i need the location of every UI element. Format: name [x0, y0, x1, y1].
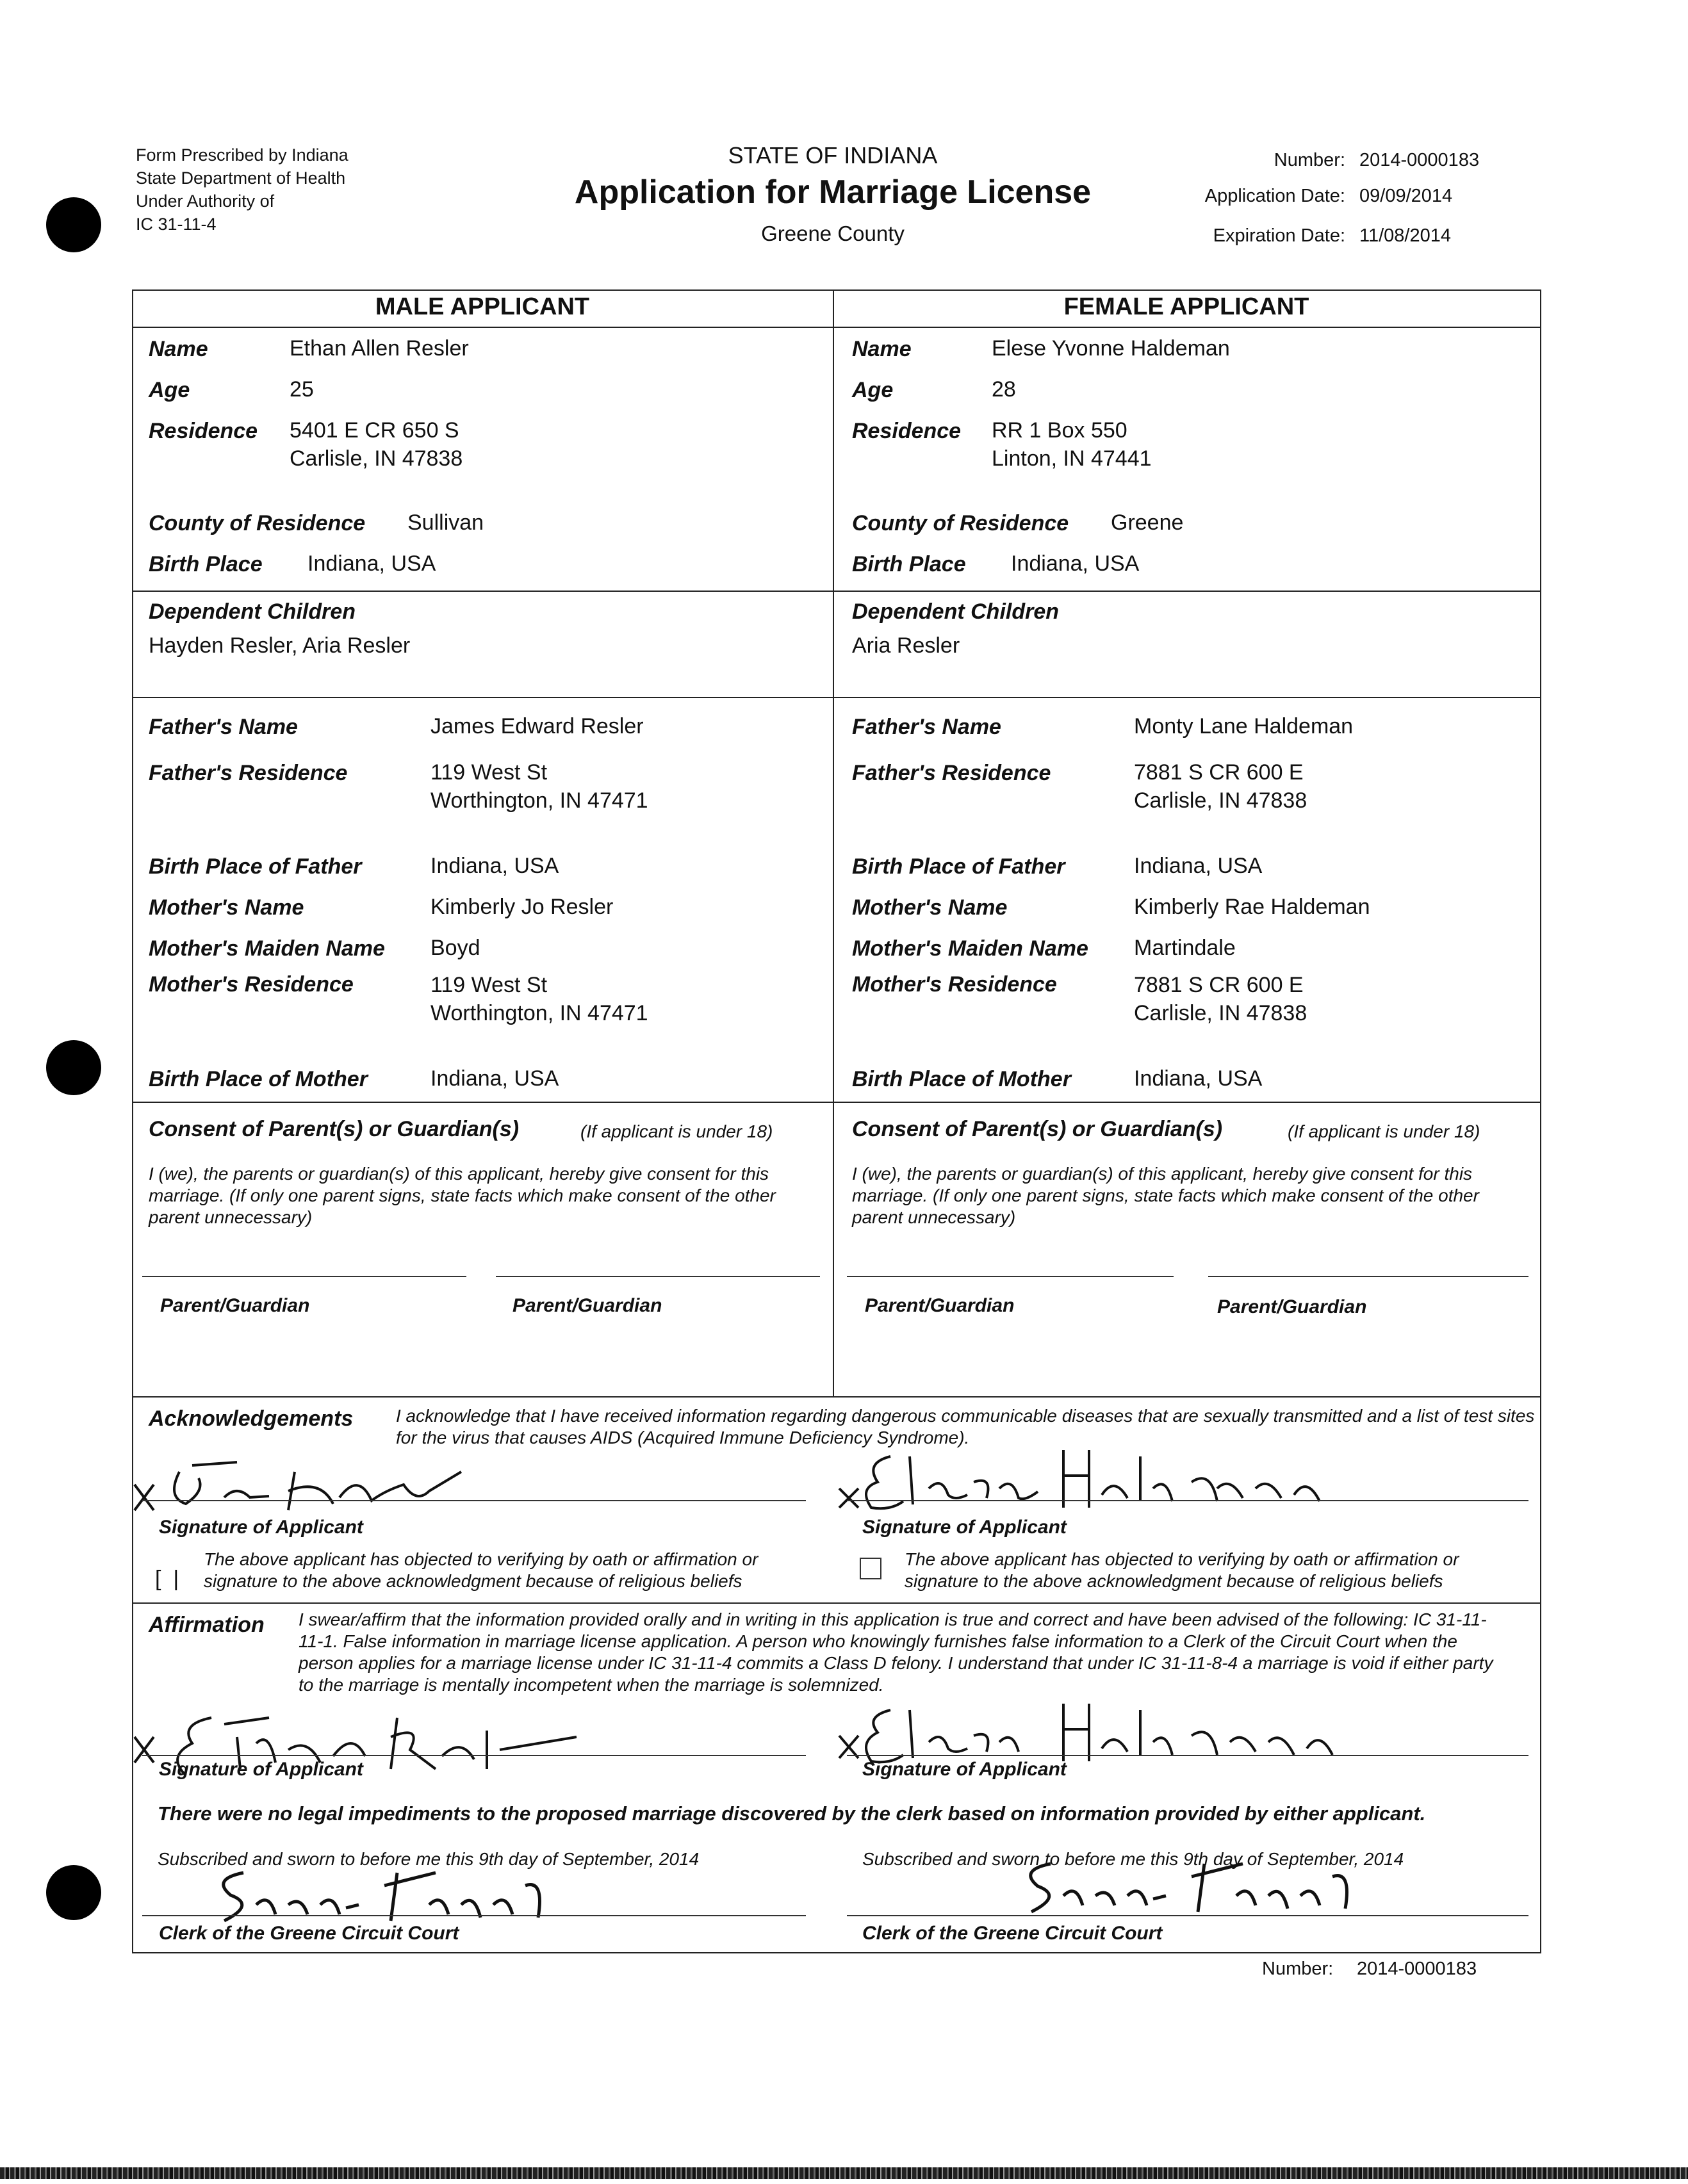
scan-edge-strip [0, 2167, 1688, 2179]
female-consent-note: (If applicant is under 18) [1288, 1121, 1480, 1141]
acknowledgements-title: Acknowledgements [149, 1406, 354, 1431]
male-mother: Kimberly Jo Resler [430, 895, 614, 919]
female-county: Greene [1111, 510, 1184, 535]
female-mother-birth: Indiana, USA [1134, 1066, 1263, 1091]
female-father-residence: 7881 S CR 600 E Carlisle, IN 47838 [1134, 760, 1307, 813]
female-parent-line-2 [1208, 1276, 1528, 1277]
female-ack-signature [833, 1437, 1345, 1514]
male-mother-birth-label: Birth Place of Mother [149, 1067, 368, 1091]
male-father-residence-label: Father's Residence [149, 761, 348, 785]
female-ack-signature-line [847, 1500, 1528, 1501]
divider [132, 697, 1540, 698]
page-title: Application for Marriage License [574, 174, 1092, 211]
female-mother-birth-label: Birth Place of Mother [852, 1067, 1071, 1091]
female-mother-maiden-label: Mother's Maiden Name [852, 936, 1088, 961]
male-county-label: County of Residence [149, 511, 366, 535]
male-father: James Edward Resler [430, 714, 644, 738]
male-ack-signature [128, 1446, 487, 1523]
female-birth-place: Indiana, USA [1011, 551, 1140, 576]
male-mother-maiden: Boyd [430, 936, 480, 960]
male-residence-label: Residence [149, 419, 258, 443]
affirmation-title: Affirmation [149, 1613, 265, 1637]
male-sworn-text: Subscribed and sworn to before me this 9th day of September, 2014 [158, 1849, 700, 1869]
female-objection-text: The above applicant has objected to verifying by oath or affirmation or signature to the above acknowledgment because of religious beliefs [905, 1549, 1459, 1591]
female-residence-label: Residence [852, 419, 962, 443]
male-ack-signature-label: Signature of Applicant [159, 1517, 363, 1538]
male-father-birth: Indiana, USA [430, 854, 559, 878]
impediments-statement: There were no legal impediments to the proposed marriage discovered by the clerk based on information provided by either applicant. [158, 1802, 1426, 1825]
female-sworn-text: Subscribed and sworn to before me this 9th day of September, 2014 [862, 1849, 1404, 1869]
number-value: 2014-0000183 [1359, 150, 1480, 170]
expiration-date-label: Expiration Date: [1213, 225, 1345, 246]
female-clerk-signature [1012, 1851, 1371, 1915]
female-objection-checkbox[interactable] [860, 1558, 881, 1579]
female-children: Aria Resler [852, 633, 960, 658]
affirmation-text: I swear/affirm that the information provided orally and in writing in this application is true and correct and have been advised of the following: IC 31-11-11-1. False information in marriage license application. A person who knowingly furnishes false information to a Clerk of the Circuit Court when the person applies for a marriage license under IC 31-11-4 commits a Class D felony. I understand that under IC 31-11-8-4 a marriage is void if either party to the marriage is mentally incompetent when the marriage is solemnized. [299, 1609, 1493, 1695]
female-applicant-heading: FEMALE APPLICANT [1063, 293, 1309, 320]
female-consent-text: I (we), the parents or guardian(s) of this applicant, hereby give consent for this marriage. (If only one parent signs, state facts which make consent of the other parent unnecessary) [852, 1164, 1479, 1227]
male-children: Hayden Resler, Aria Resler [149, 633, 411, 658]
divider [132, 591, 1540, 592]
female-mother-maiden: Martindale [1134, 936, 1236, 960]
application-date-label: Application Date: [1204, 186, 1345, 206]
punch-hole-bottom [46, 1865, 101, 1920]
female-clerk-label: Clerk of the Greene Circuit Court [862, 1923, 1163, 1944]
authority-line: Under Authority of [136, 192, 275, 211]
male-age: 25 [290, 377, 314, 402]
male-birth-place: Indiana, USA [307, 551, 436, 576]
male-ack-signature-line [142, 1500, 806, 1501]
female-affirmation-signature [833, 1697, 1345, 1768]
male-mother-maiden-label: Mother's Maiden Name [149, 936, 385, 961]
male-residence: 5401 E CR 650 S Carlisle, IN 47838 [290, 418, 463, 471]
male-name: Ethan Allen Resler [290, 336, 469, 361]
county-title: Greene County [761, 222, 905, 245]
male-father-birth-label: Birth Place of Father [149, 854, 362, 879]
female-county-label: County of Residence [852, 511, 1069, 535]
female-residence: RR 1 Box 550 Linton, IN 47441 [992, 418, 1152, 471]
male-consent-note: (If applicant is under 18) [580, 1121, 773, 1141]
female-mother-residence: 7881 S CR 600 E Carlisle, IN 47838 [1134, 973, 1307, 1025]
male-clerk-signature [205, 1860, 564, 1924]
male-parent-guardian-label-1: Parent/Guardian [160, 1295, 310, 1316]
divider [132, 1102, 1540, 1103]
divider [132, 1602, 1540, 1604]
female-ack-signature-label: Signature of Applicant [862, 1517, 1067, 1538]
male-father-residence: 119 West St Worthington, IN 47471 [430, 760, 648, 813]
male-county: Sullivan [407, 510, 484, 535]
footer-number-value: 2014-0000183 [1357, 1959, 1477, 1979]
male-clerk-signature-line [142, 1915, 806, 1916]
punch-hole-middle [46, 1040, 101, 1095]
female-name: Elese Yvonne Haldeman [992, 336, 1230, 361]
male-children-label: Dependent Children [149, 599, 356, 624]
female-age-label: Age [852, 378, 894, 402]
female-affirmation-signature-label: Signature of Applicant [862, 1759, 1067, 1780]
form-authority [136, 143, 348, 236]
male-mother-birth: Indiana, USA [430, 1066, 559, 1091]
authority-line: Form Prescribed by Indiana [136, 145, 348, 165]
male-consent-text: I (we), the parents or guardian(s) of this applicant, hereby give consent for this marriage. (If only one parent signs, state facts which make consent of the other parent unnecessary) [149, 1164, 776, 1227]
female-parent-guardian-label-2: Parent/Guardian [1217, 1296, 1367, 1317]
male-affirmation-signature-label: Signature of Applicant [159, 1759, 363, 1780]
female-father-residence-label: Father's Residence [852, 761, 1051, 785]
female-mother-residence-label: Mother's Residence [852, 972, 1057, 997]
state-title: STATE OF INDIANA [728, 142, 938, 168]
male-age-label: Age [149, 378, 190, 402]
female-mother-label: Mother's Name [852, 895, 1008, 920]
expiration-date-value: 11/08/2014 [1359, 225, 1451, 246]
female-name-label: Name [852, 337, 912, 361]
divider [132, 327, 1540, 328]
female-clerk-signature-line [847, 1915, 1528, 1916]
authority-line: IC 31-11-4 [136, 215, 217, 234]
male-affirmation-signature-line [142, 1755, 806, 1756]
male-parent-guardian-label-2: Parent/Guardian [512, 1295, 662, 1316]
female-birth-place-label: Birth Place [852, 552, 966, 576]
female-father: Monty Lane Haldeman [1134, 714, 1354, 738]
female-mother: Kimberly Rae Haldeman [1134, 895, 1370, 919]
footer-number-label: Number: [1262, 1959, 1334, 1979]
male-name-label: Name [149, 337, 208, 361]
female-parent-line-1 [847, 1276, 1174, 1277]
male-clerk-label: Clerk of the Greene Circuit Court [159, 1923, 459, 1944]
male-mother-residence: 119 West St Worthington, IN 47471 [430, 973, 648, 1025]
male-objection-checkbox[interactable]: [ | [155, 1567, 179, 1591]
male-mother-label: Mother's Name [149, 895, 304, 920]
application-date-value: 09/09/2014 [1359, 186, 1453, 206]
male-objection-text: The above applicant has objected to verifying by oath or affirmation or signature to the above acknowledgment because of religious beliefs [204, 1549, 758, 1591]
female-father-birth-label: Birth Place of Father [852, 854, 1065, 879]
female-father-label: Father's Name [852, 715, 1001, 739]
acknowledgements-text: I acknowledge that I have received information regarding dangerous communicable diseases that are sexually transmitted and a list of test sites for the virus that causes AIDS (Acquired Immune Deficiency Syndrome). [396, 1406, 1535, 1447]
female-parent-guardian-label-1: Parent/Guardian [865, 1295, 1015, 1316]
female-age: 28 [992, 377, 1016, 402]
male-consent-title: Consent of Parent(s) or Guardian(s) [149, 1117, 520, 1141]
authority-line: State Department of Health [136, 168, 346, 188]
male-applicant-heading: MALE APPLICANT [375, 293, 590, 320]
male-parent-line-2 [496, 1276, 820, 1277]
female-father-birth: Indiana, USA [1134, 854, 1263, 878]
male-mother-residence-label: Mother's Residence [149, 972, 354, 997]
male-parent-line-1 [142, 1276, 466, 1277]
divider [132, 1396, 1540, 1398]
male-birth-place-label: Birth Place [149, 552, 263, 576]
center-divider [833, 289, 834, 1396]
female-children-label: Dependent Children [852, 599, 1060, 624]
male-father-label: Father's Name [149, 715, 298, 739]
punch-hole-top [46, 197, 101, 252]
number-label: Number: [1274, 150, 1345, 170]
female-consent-title: Consent of Parent(s) or Guardian(s) [852, 1117, 1223, 1141]
female-affirmation-signature-line [847, 1755, 1528, 1756]
